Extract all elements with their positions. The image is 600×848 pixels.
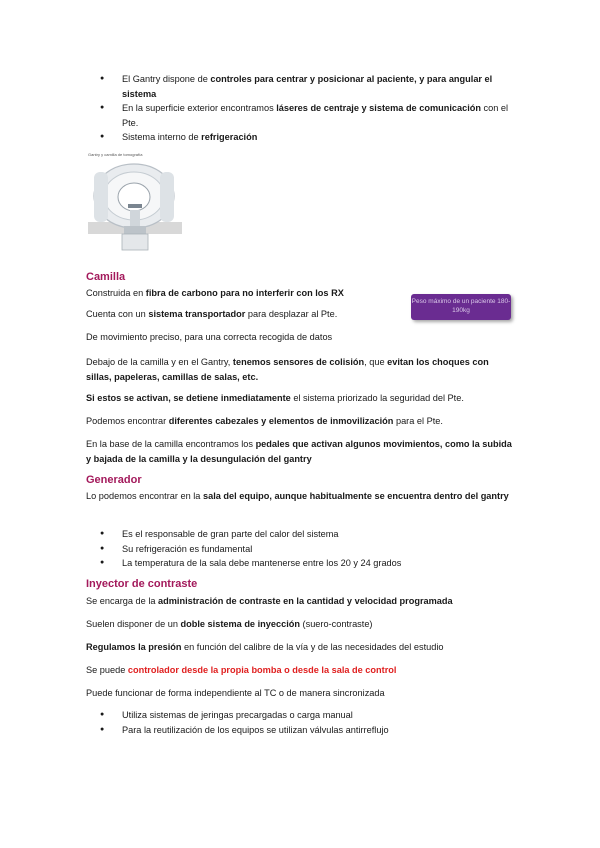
- text-run: doble sistema de inyección: [180, 619, 300, 629]
- text-run: Cuenta con un: [86, 309, 149, 319]
- generador-bullet-2: ● La temperatura de la sala debe mantenerse entre los 20 y 24 grados: [100, 556, 500, 571]
- generador-bullet-list: [100, 527, 500, 571]
- text-run: Suelen disponer de un: [86, 619, 181, 629]
- image-caption: Gantry y camilla de tomografía: [88, 152, 143, 157]
- text-run: controles para centrar y posicionar al paciente, y para angular el sistema: [122, 74, 493, 99]
- text-run: para desplazar al Pte.: [245, 309, 338, 319]
- text-run: el sistema priorizado la seguridad del Pte.: [290, 393, 464, 403]
- camilla-paragraph-2: [86, 330, 526, 345]
- text-run: fibra de carbono para no interferir con los RX: [145, 288, 344, 298]
- text-run: diferentes cabezales y elementos de inmovilización: [168, 416, 394, 426]
- text-run: refrigeración: [201, 132, 258, 142]
- inyector-bullet-list: [100, 708, 500, 737]
- gantry-bullet-1: [100, 101, 520, 130]
- text-run: Si estos se activan, se detiene inmediatamente: [86, 393, 291, 403]
- generador-intro: [86, 489, 516, 504]
- inyector-paragraph-1: [86, 617, 526, 632]
- text-run: Lo podemos encontrar en la: [86, 491, 203, 501]
- text-run: El Gantry dispone de: [122, 74, 211, 84]
- camilla-paragraph-4: [86, 391, 526, 406]
- text-run: En la base de la camilla encontramos los: [86, 439, 256, 449]
- text-run: administración de contraste en la cantidad y velocidad programada: [158, 596, 453, 606]
- text-run: , que: [364, 357, 388, 367]
- generador-bullet-0: ● Es el responsable de gran parte del calor del sistema: [100, 527, 500, 542]
- text-run: Podemos encontrar: [86, 416, 169, 426]
- weight-callout: Peso máximo de un paciente 180-190kg: [411, 294, 511, 320]
- text-run: controlador desde la propia bomba o desde la sala de control: [127, 665, 397, 675]
- camilla-paragraph-1: [86, 307, 416, 322]
- text-run: para el Pte.: [393, 416, 443, 426]
- text-run: En la superficie exterior encontramos: [122, 103, 277, 113]
- section-heading-inyector: Inyector de contraste: [86, 578, 198, 590]
- section-heading-camilla: Camilla: [86, 271, 126, 283]
- inyector-paragraph-2: [86, 640, 526, 655]
- camilla-paragraph-5: [86, 414, 526, 429]
- text-run: Regulamos la presión: [86, 642, 182, 652]
- text-run: evitan los choques con sillas, papeleras, camillas de salas, etc.: [86, 357, 489, 382]
- text-run: Se puede: [86, 665, 128, 675]
- gantry-bullet-list: [100, 72, 520, 145]
- text-run: De movimiento preciso, para una correcta recogida de datos: [86, 332, 333, 342]
- text-run: (suero-contraste): [299, 619, 373, 629]
- text-run: sistema transportador: [148, 309, 246, 319]
- text-run: en función del calibre de la vía y de las necesidades del estudio: [181, 642, 444, 652]
- section-heading-generador: Generador: [86, 474, 142, 486]
- text-run: sala del equipo, aunque habitualmente se encuentra dentro del gantry: [202, 491, 509, 501]
- ct-scanner-image: [86, 152, 182, 252]
- text-run: Se encarga de la: [86, 596, 159, 606]
- camilla-paragraph-6: [86, 437, 516, 466]
- text-run: Sistema interno de: [122, 132, 202, 142]
- inyector-paragraph-0: [86, 594, 526, 609]
- inyector-paragraph-3: [86, 663, 526, 678]
- generador-bullet-1: ● Su refrigeración es fundamental: [100, 542, 500, 557]
- camilla-paragraph-3: [86, 355, 516, 384]
- text-run: Debajo de la camilla y en el Gantry,: [86, 357, 233, 367]
- inyector-bullet-1: ● Para la reutilización de los equipos se utilizan válvulas antirreflujo: [100, 723, 500, 738]
- camilla-paragraph-0: [86, 286, 416, 301]
- gantry-bullet-0: [100, 72, 520, 101]
- text-run: Puede funcionar de forma independiente al TC o de manera sincronizada: [86, 688, 385, 698]
- text-run: Construida en: [86, 288, 146, 298]
- text-run: láseres de centraje y sistema de comunicación: [276, 103, 481, 113]
- text-run: tenemos sensores de colisión: [232, 357, 365, 367]
- ct-scanner-illustration: [86, 152, 182, 252]
- text-run: pedales que activan algunos movimientos, como la subida y bajada de la camilla y la desungulación del gantry: [86, 439, 512, 464]
- gantry-bullet-2: [100, 130, 520, 145]
- text-run: con el Pte.: [122, 103, 509, 128]
- inyector-paragraph-4: [86, 686, 526, 701]
- inyector-bullet-0: ● Utiliza sistemas de jeringas precargadas o carga manual: [100, 708, 500, 723]
